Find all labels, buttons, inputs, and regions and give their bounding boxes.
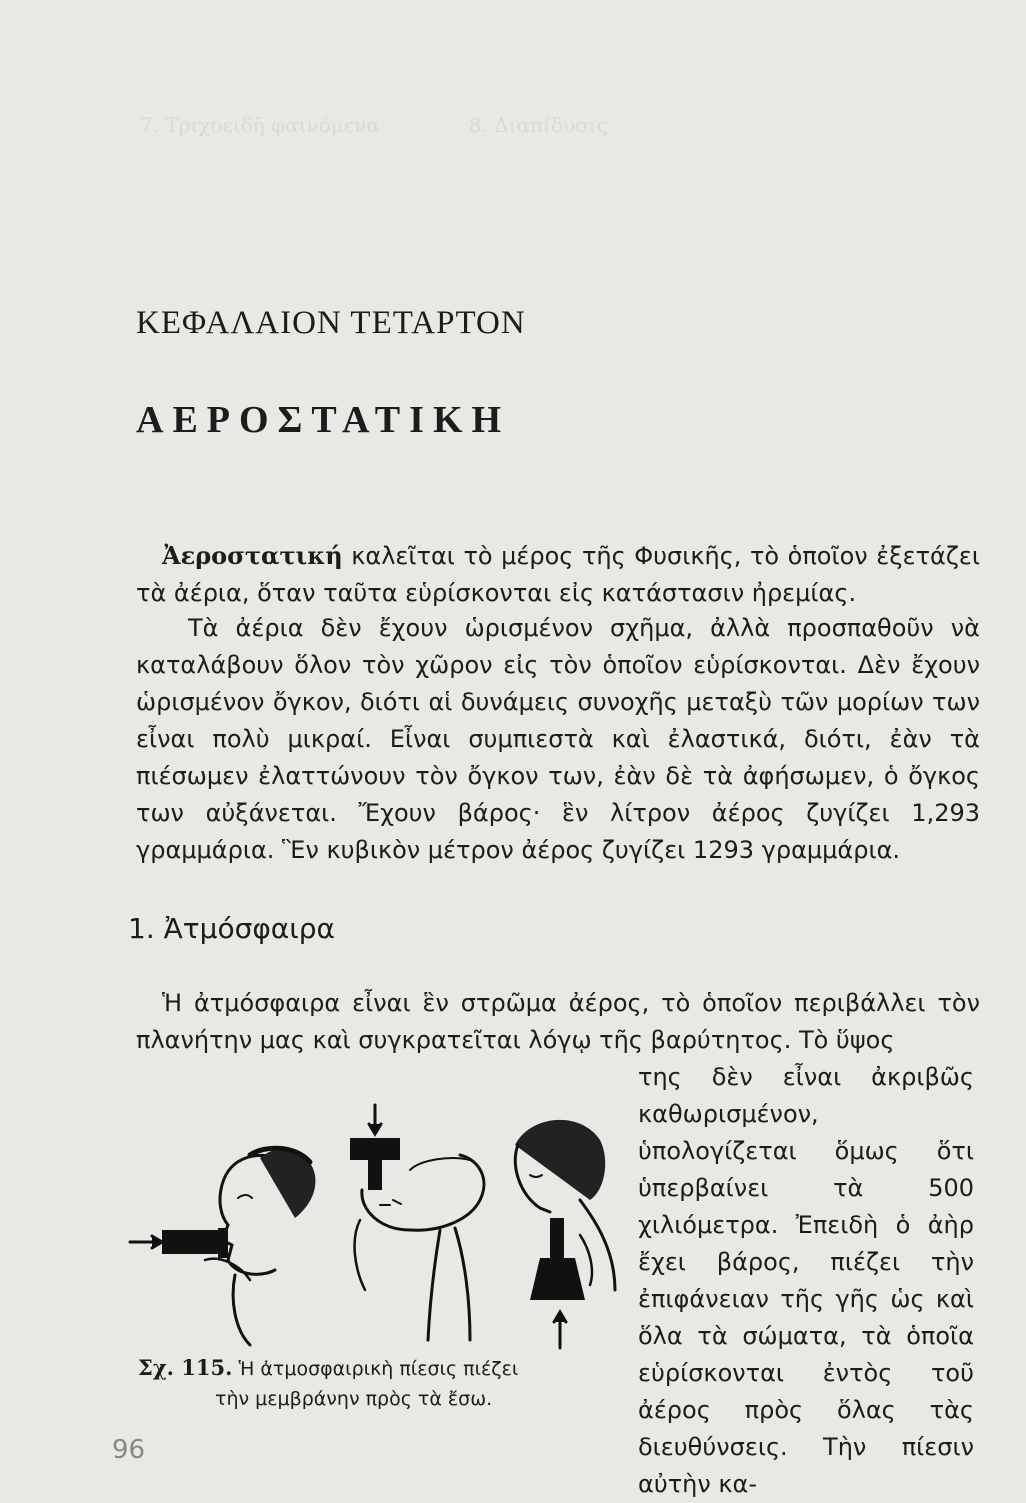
figure-caption-line-2: τὴν μεμβράνην πρὸς τὰ ἔσω.	[215, 1388, 493, 1410]
intro-text: καλεῖται τὸ μέρος τῆς Φυσικῆς, τὸ ὁποῖον ἐξετάζει τὰ ἀέρια, ὅταν ταῦτα εὑρίσκονται εἰς κατάστασιν ἠρεμίας.	[136, 542, 980, 607]
person-right	[515, 1120, 615, 1348]
person-left	[130, 1148, 315, 1345]
figure-caption-line-1	[138, 1355, 518, 1380]
page-number: 96	[112, 1435, 146, 1465]
intro-paragraph	[136, 537, 980, 612]
section-heading: 1. Ἀτμόσφαιρα	[128, 912, 335, 945]
bleed-through: 7. Τριχοειδῆ φαινόμενα 8. Διαπίδυσις	[140, 113, 608, 137]
atmosphere-paragraph: Ἡ ἀτμόσφαιρα εἶναι ἓν στρῶμα ἀέρος, τὸ ὁποῖον περιβάλλει τὸν πλανήτην μας καὶ συγκρατεῖται λόγῳ τῆς βαρύτητος. Τὸ ὕψος	[136, 989, 980, 1054]
membrane-pressure-illustration	[110, 1100, 620, 1350]
subject-title: ΑΕΡΟΣΤΑΤΙΚΗ	[136, 399, 511, 441]
defined-term: Ἀεροστατική	[162, 541, 343, 570]
figure-caption-text: Ἡ ἀτμοσφαιρικὴ πίεσις πιέζει	[238, 1358, 519, 1380]
figure-label: Σχ. 115.	[138, 1355, 233, 1380]
person-middle	[350, 1105, 484, 1340]
properties-paragraph: Τὰ ἀέρια δὲν ἔχουν ὡρισμένον σχῆμα, ἀλλὰ προσπαθοῦν νὰ καταλάβουν ὅλον τὸν χῶρον εἰς τὸν ὁποῖον εὑρίσκονται. Δὲν ἔχουν ὡρισμένον ὄγκον, διότι αἱ δυνάμεις συνοχῆς μεταξὺ τῶν μορίων των εἶναι πολὺ μικραί. Εἶναι συμπιεστὰ καὶ ἐλαστικά, διότι, ἐὰν τὰ πιέσωμεν ἐλαττώνουν τὸν ὄγκον των, ἐὰν δὲ τὰ ἀφήσωμεν, ὁ ὄγκος των αὐξάνεται. Ἔχουν βάρος· ἓν λίτρον ἀέρος ζυγίζει 1,293 γραμμάρια. Ἓν κυβικὸν μέτρον ἀέρος ζυγίζει 1293 γραμμάρια.	[136, 614, 980, 864]
chapter-title: ΚΕΦΑΛΑΙΟΝ ΤΕΤΑΡΤΟΝ	[136, 305, 526, 341]
atmosphere-paragraph-column: της δὲν εἶναι ἀκριβῶς καθωρισμένον, ὑπολογίζεται ὅμως ὅτι ὑπερβαίνει τὰ 500 χιλιόμετρα. Ἐπειδὴ ὁ ἀὴρ ἔχει βάρος, πιέζει τὴν ἐπιφάνειαν τῆς γῆς ὡς καὶ ὅλα τὰ σώματα, τὰ ὁποῖα εὑρίσκονται ἐντὸς τοῦ ἀέρος πρὸς ὅλας τὰς διευθύνσεις. Τὴν πίεσιν αὐτὴν κα-	[638, 1063, 974, 1498]
